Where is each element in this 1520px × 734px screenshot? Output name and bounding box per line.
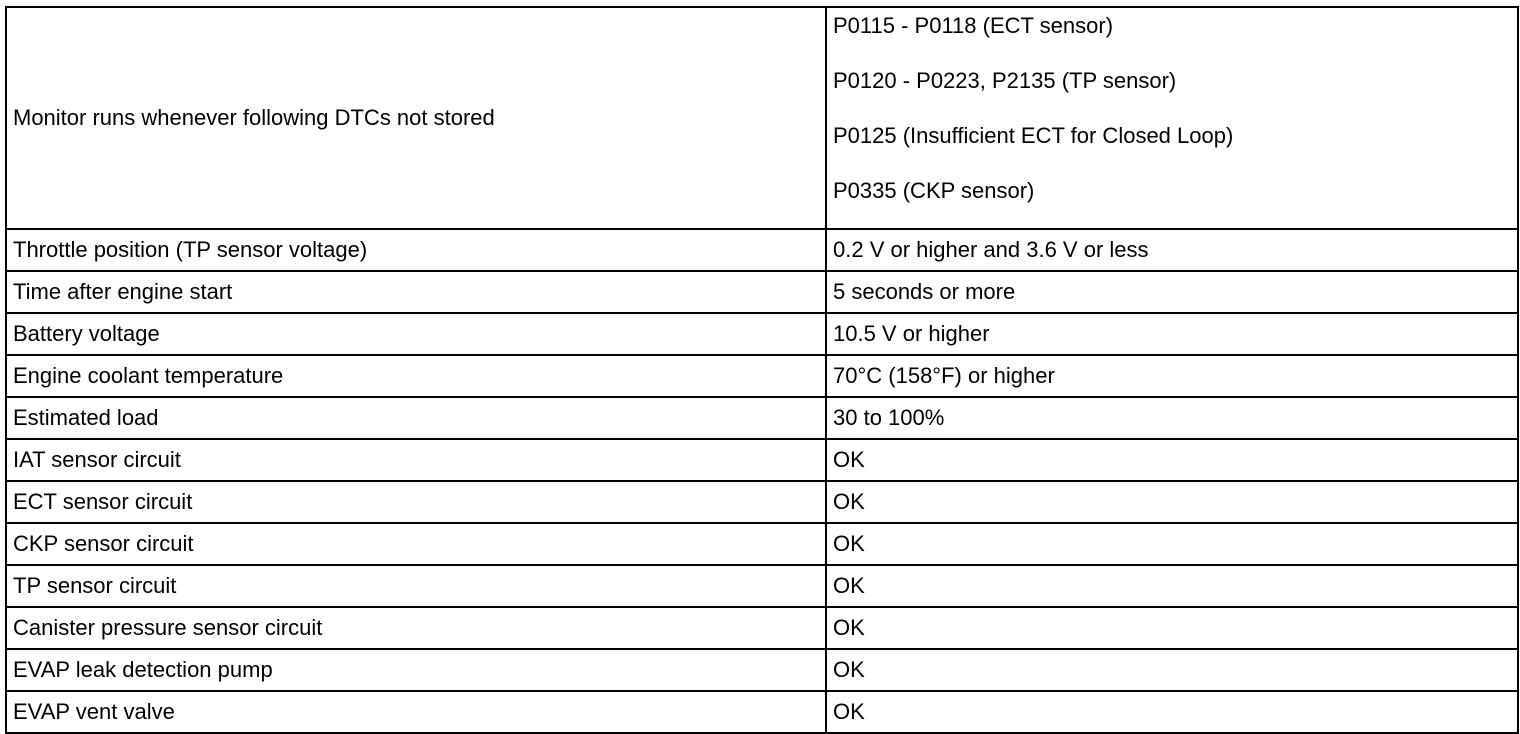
value-cell: 30 to 100%: [826, 397, 1518, 439]
table-row: [6, 397, 1518, 439]
parameter-cell: Time after engine start: [6, 271, 826, 313]
dtc-item: P0120 - P0223, P2135 (TP sensor): [833, 68, 1177, 93]
value-cell: 70°C (158°F) or higher: [826, 355, 1518, 397]
table-row: [6, 607, 1518, 649]
value-cell: OK: [826, 607, 1518, 649]
table-row: [6, 355, 1518, 397]
dtc-item: P0115 - P0118 (ECT sensor): [833, 13, 1114, 38]
value-cell: OK: [826, 481, 1518, 523]
monitor-conditions-table: [5, 6, 1519, 734]
value-cell: 10.5 V or higher: [826, 313, 1518, 355]
table-row: [6, 565, 1518, 607]
parameter-cell: EVAP leak detection pump: [6, 649, 826, 691]
table-row: [6, 229, 1518, 271]
parameter-cell: Monitor runs whenever following DTCs not stored: [6, 7, 826, 229]
parameter-cell: EVAP vent valve: [6, 691, 826, 733]
parameter-cell: CKP sensor circuit: [6, 523, 826, 565]
parameter-cell: Estimated load: [6, 397, 826, 439]
table-row: [6, 649, 1518, 691]
table-row: [6, 439, 1518, 481]
table-row: [6, 271, 1518, 313]
table-row: [6, 691, 1518, 733]
parameter-cell: ECT sensor circuit: [6, 481, 826, 523]
value-cell: OK: [826, 523, 1518, 565]
value-cell: OK: [826, 439, 1518, 481]
dtc-list-cell: [826, 7, 1518, 229]
table-row: [6, 481, 1518, 523]
parameter-cell: Battery voltage: [6, 313, 826, 355]
table-row: [6, 313, 1518, 355]
parameter-cell: TP sensor circuit: [6, 565, 826, 607]
value-cell: 5 seconds or more: [826, 271, 1518, 313]
parameter-cell: Engine coolant temperature: [6, 355, 826, 397]
table-body: [6, 7, 1518, 733]
value-cell: OK: [826, 649, 1518, 691]
value-cell: 0.2 V or higher and 3.6 V or less: [826, 229, 1518, 271]
value-cell: OK: [826, 691, 1518, 733]
parameter-cell: IAT sensor circuit: [6, 439, 826, 481]
dtc-item: P0335 (CKP sensor): [833, 178, 1035, 203]
table-row-dtc-prerequisites: [6, 7, 1518, 229]
dtc-item: P0125 (Insufficient ECT for Closed Loop): [833, 123, 1234, 148]
dtc-list: [833, 8, 1517, 228]
parameter-cell: Throttle position (TP sensor voltage): [6, 229, 826, 271]
table-row: [6, 523, 1518, 565]
parameter-cell: Canister pressure sensor circuit: [6, 607, 826, 649]
value-cell: OK: [826, 565, 1518, 607]
